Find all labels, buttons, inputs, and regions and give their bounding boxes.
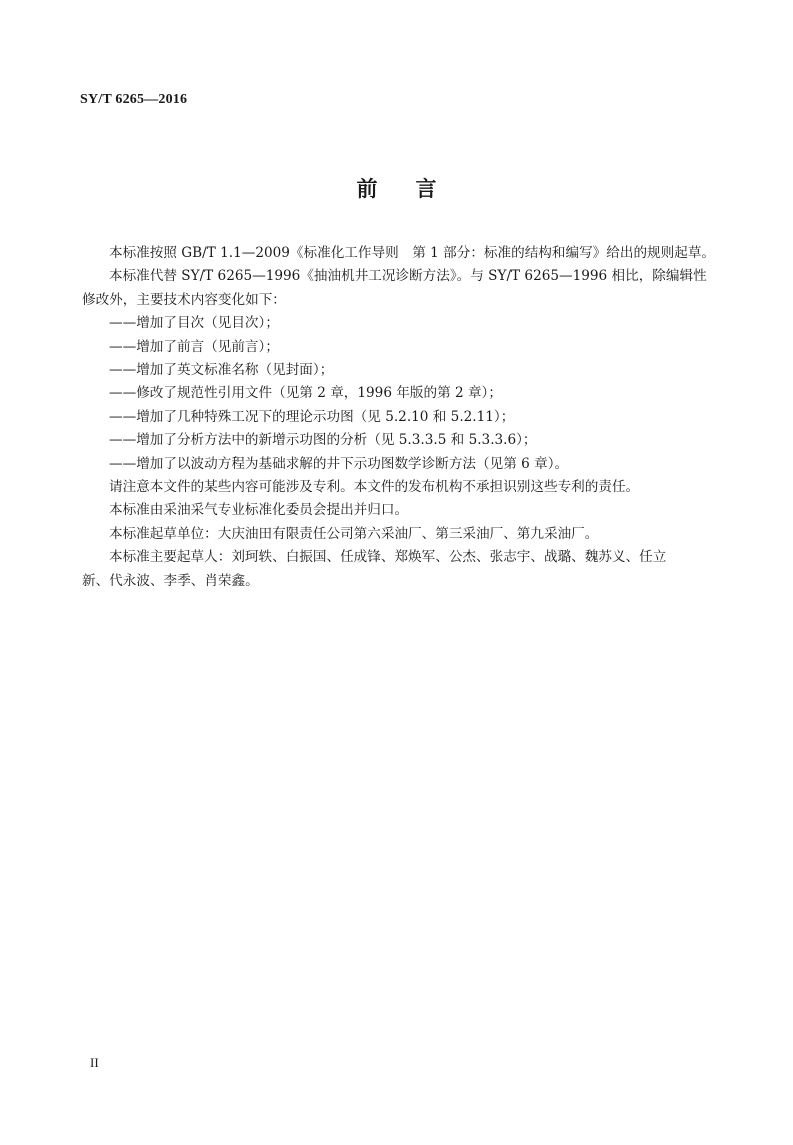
change-item: ——修改了规范性引用文件（见第 2 章，1996 年版的第 2 章）； (109, 385, 502, 402)
page-title: 前言 (356, 177, 475, 201)
drafters: 本标准主要起草人：刘珂轶、白振国、任成锋、郑焕军、公杰、张志宇、战璐、魏苏义、任立 (109, 549, 667, 566)
drafters-continuation: 新、代永波、李季、肖荣鑫。 (82, 572, 259, 589)
standard-code: SY/T 6265—2016 (80, 92, 188, 107)
document-body (82, 242, 717, 593)
proposing-body: 本标准由采油采气专业标准化委员会提出并归口。 (109, 502, 409, 519)
drafting-units: 本标准起草单位：大庆油田有限责任公司第六采油厂、第三采油厂、第九采油厂。 (109, 525, 599, 542)
paragraph: 本标准按照 GB/T 1.1—2009《标准化工作导则 第 1 部分：标准的结构和编写》给出的规则起草。 (109, 245, 716, 261)
change-item: ——增加了前言（见前言）； (109, 338, 279, 355)
paragraph-continuation: 修改外，主要技术内容变化如下： (82, 291, 286, 308)
change-item: ——增加了几种特殊工况下的理论示功图（见 5.2.10 和 5.2.11）； (109, 408, 515, 425)
page-number: II (90, 1055, 99, 1070)
paragraph: 本标准代替 SY/T 6265—1996《抽油机井工况诊断方法》。与 SY/T 6265—1996 相比，除编辑性 (109, 268, 707, 285)
change-item: ——增加了以波动方程为基础求解的井下示功图数学诊断方法（见第 6 章）。 (109, 455, 569, 472)
change-item: ——增加了目次（见目次）； (109, 315, 279, 332)
patent-notice: 请注意本文件的某些内容可能涉及专利。本文件的发布机构不承担识别这些专利的责任。 (109, 479, 640, 496)
change-item: ——增加了分析方法中的新增示功图的分析（见 5.3.3.5 和 5.3.3.6）； (109, 432, 537, 449)
change-item: ——增加了英文标准名称（见封面）； (109, 362, 334, 379)
